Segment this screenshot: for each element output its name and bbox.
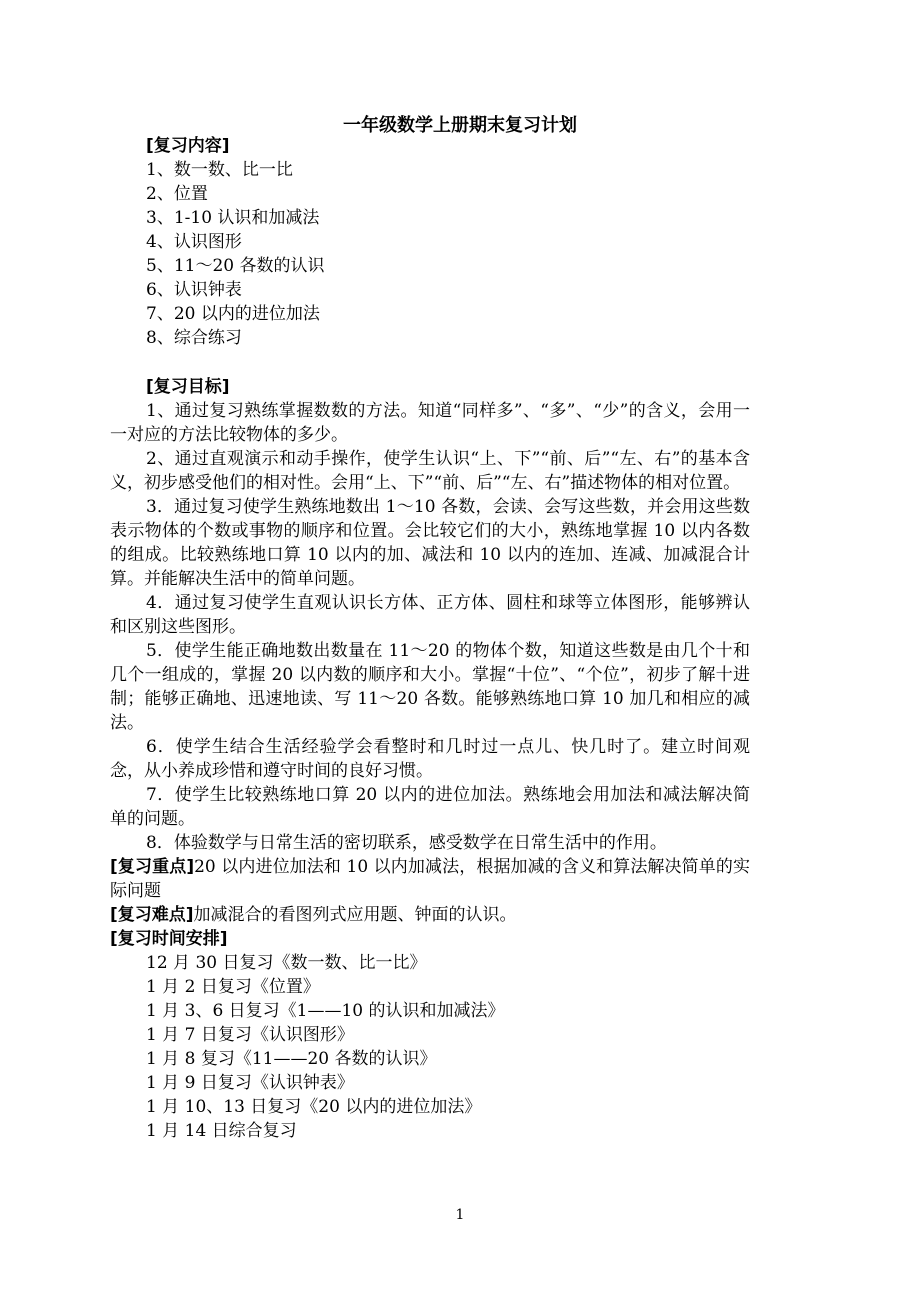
review-content-item: 6、认识钟表	[146, 280, 242, 300]
goal-paragraph: 4．通过复习使学生直观认识长方体、正方体、圆柱和球等立体图形，能够辨认和区别这些图形。	[110, 593, 750, 637]
review-content-heading: [复习内容]	[146, 136, 230, 156]
key-points-line	[110, 855, 750, 903]
review-goals-heading: [复习目标]	[146, 377, 230, 397]
goal-paragraph: 2、通过直观演示和动手操作，使学生认识“上、下”“前、后”“左、右”的基本含义，初步感受他们的相对性。会用“上、下”“前、后”“左、右”描述物体的相对位置。	[110, 449, 750, 493]
goal-paragraph: 6．使学生结合生活经验学会看整时和几时过一点儿、快几时了。建立时间观念，从小养成珍惜和遵守时间的良好习惯。	[110, 737, 750, 781]
review-content-item: 7、20 以内的进位加法	[146, 304, 320, 324]
schedule-item: 12 月 30 日复习《数一数、比一比》	[146, 953, 427, 973]
document-title: 一年级数学上册期末复习计划	[343, 115, 577, 136]
page-number: 1	[455, 1207, 465, 1223]
goal-paragraph: 5．使学生能正确地数出数量在 11～20 的物体个数，知道这些数是由几个十和几个一组成的，掌握 20 以内数的顺序和大小。掌握“十位”、“个位”，初步了解十进制；能够正确地、迅速地读、写 11～20 各数。能够熟练地口算 10 加几和相应的减法。	[110, 641, 750, 733]
schedule-item: 1 月 10、13 日复习《20 以内的进位加法》	[146, 1097, 482, 1117]
review-content-item: 5、11～20 各数的认识	[146, 256, 325, 276]
goal-paragraph: 7．使学生比较熟练地口算 20 以内的进位加法。熟练地会用加法和减法解决简单的问题。	[110, 785, 750, 829]
schedule-item: 1 月 2 日复习《位置》	[146, 977, 320, 997]
goal-paragraph: 3．通过复习使学生熟练地数出 1～10 各数，会读、会写这些数，并会用这些数表示物体的个数或事物的顺序和位置。会比较它们的大小，熟练地掌握 10 以内各数的组成。比较熟练地口算 10 以内的加、减法和 10 以内的连加、连减、加减混合计算。并能解决生活中的简单问题。	[110, 497, 750, 589]
goal-paragraph: 1、通过复习熟练掌握数数的方法。知道“同样多”、“多”、“少”的含义，会用一一对应的方法比较物体的多少。	[110, 401, 750, 445]
review-content-section	[110, 134, 750, 350]
review-content-item: 3、1-10 认识和加减法	[146, 208, 320, 228]
schedule-list	[110, 951, 750, 1143]
schedule-item: 1 月 8 复习《11——20 各数的认识》	[146, 1049, 437, 1069]
key-points-text: 20 以内进位加法和 10 以内加减法，根据加减的含义和算法解决简单的实际问题	[110, 857, 750, 901]
schedule-item: 1 月 7 日复习《认识图形》	[146, 1025, 354, 1045]
review-content-item: 1、数一数、比一比	[146, 160, 293, 180]
goal-paragraph: 8．体验数学与日常生活的密切联系，感受数学在日常生活中的作用。	[146, 833, 667, 853]
difficulties-text: 加减混合的看图列式应用题、钟面的认识。	[193, 905, 517, 925]
review-content-item: 2、位置	[146, 184, 208, 204]
review-goals-section	[110, 375, 750, 1143]
schedule-item: 1 月 14 日综合复习	[146, 1121, 297, 1141]
schedule-heading: [复习时间安排]	[110, 929, 228, 949]
schedule-item: 1 月 3、6 日复习《1——10 的认识和加减法》	[146, 1001, 505, 1021]
key-points-heading: [复习重点]	[110, 857, 195, 877]
difficulties-heading: [复习难点]	[110, 905, 194, 925]
review-content-item: 8、综合练习	[146, 328, 242, 348]
difficulties-line	[110, 903, 750, 927]
schedule-item: 1 月 9 日复习《认识钟表》	[146, 1073, 354, 1093]
review-content-item: 4、认识图形	[146, 232, 242, 252]
